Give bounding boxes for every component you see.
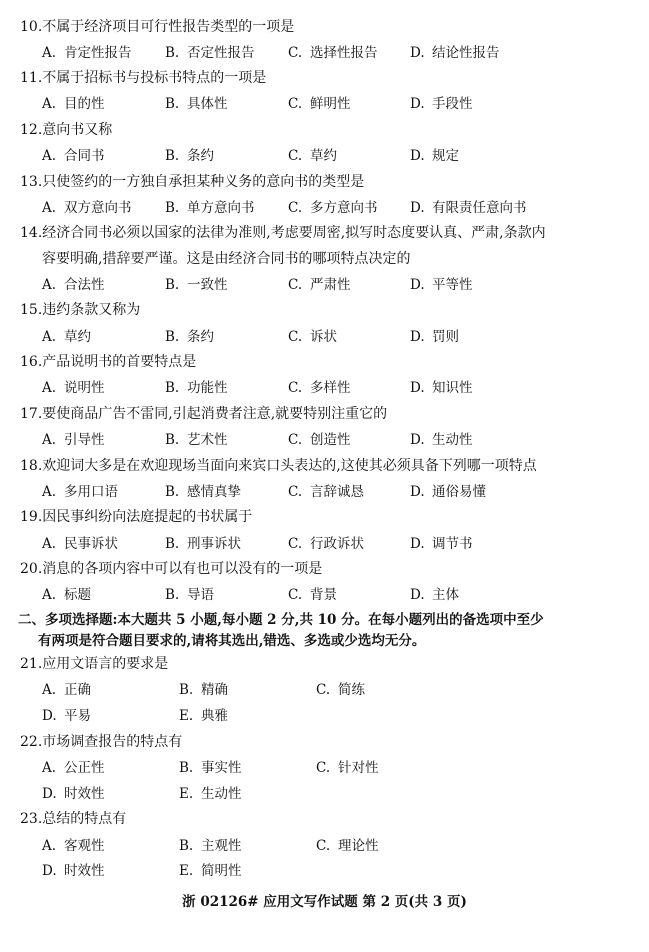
question-22-options-row1 (42, 759, 642, 777)
question-23 (20, 810, 630, 828)
question-number: 16. (20, 354, 43, 370)
question-text-line2: 容要明确,措辞要严谨。这是由经济合同书的哪项特点决定的 (42, 251, 411, 267)
option-a: A. 合法性 (42, 277, 105, 293)
option-c: C. 多样性 (288, 380, 351, 396)
section-heading-line1: 二、多项选择题:本大题共 5 小题,每小题 2 分,共 10 分。在每小题列出的备选项中至少 (18, 612, 544, 628)
option-a: A. 引导性 (42, 432, 105, 448)
question-19-options (42, 535, 642, 553)
option-e: E. 典雅 (179, 708, 228, 724)
question-23-options-row1 (42, 837, 642, 855)
question-number: 21. (20, 656, 43, 672)
question-23-options-row2 (42, 862, 642, 880)
option-c: C. 背景 (288, 587, 337, 603)
option-a: A. 民事诉状 (42, 536, 118, 552)
option-c: C. 言辞诚恳 (288, 484, 364, 500)
option-a: A. 合同书 (42, 148, 105, 164)
question-number: 20. (20, 561, 43, 577)
question-16-options (42, 379, 642, 397)
question-text: 违约条款又称为 (42, 302, 141, 318)
option-d: D. 平等性 (410, 277, 473, 293)
option-c: C. 草约 (288, 148, 337, 164)
question-number: 22. (20, 734, 43, 750)
question-11 (20, 69, 630, 87)
option-d: D. 生动性 (410, 432, 473, 448)
question-text: 意向书又称 (42, 122, 113, 138)
question-13 (20, 173, 630, 191)
question-text: 只使签约的一方独自承担某种义务的意向书的类型是 (42, 174, 365, 190)
option-b: B. 具体性 (165, 96, 228, 112)
option-c: C. 选择性报告 (288, 45, 378, 61)
option-d: D. 时效性 (42, 786, 105, 802)
question-12-options (42, 147, 642, 165)
question-11-options (42, 95, 642, 113)
option-c: C. 理论性 (316, 838, 379, 854)
question-text: 要使商品广告不雷同,引起消费者注意,就要特别注重它的 (42, 406, 388, 422)
option-d: D. 主体 (410, 587, 459, 603)
option-b: B. 一致性 (165, 277, 228, 293)
option-b: B. 精确 (179, 682, 228, 698)
option-b: B. 感情真挚 (165, 484, 241, 500)
question-15 (20, 301, 630, 319)
option-d: D. 平易 (42, 708, 91, 724)
option-d: D. 通俗易懂 (410, 484, 486, 500)
option-b: B. 功能性 (165, 380, 228, 396)
option-c: C. 严肃性 (288, 277, 351, 293)
option-d: D. 知识性 (410, 380, 473, 396)
option-c: C. 行政诉状 (288, 536, 364, 552)
option-b: B. 条约 (165, 329, 214, 345)
question-14 (20, 224, 630, 242)
question-21-options-row2 (42, 707, 642, 725)
option-b: B. 否定性报告 (165, 45, 255, 61)
option-c: C. 鲜明性 (288, 96, 351, 112)
option-c: C. 简练 (316, 682, 365, 698)
question-21-options-row1 (42, 681, 642, 699)
option-c: C. 诉状 (288, 329, 337, 345)
question-18-options (42, 483, 642, 501)
question-17 (20, 405, 630, 423)
question-number: 15. (20, 302, 43, 318)
question-number: 23. (20, 811, 43, 827)
question-number: 17. (20, 406, 43, 422)
question-text: 总结的特点有 (42, 811, 127, 827)
question-15-options (42, 328, 642, 346)
question-text: 不属于招标书与投标书特点的一项是 (42, 70, 267, 86)
section-heading-multiple-choice (18, 610, 633, 652)
question-text: 不属于经济项目可行性报告类型的一项是 (42, 19, 295, 35)
page-footer: 浙 02126# 应用文写作试题 第 2 页(共 3 页) (182, 894, 467, 910)
question-19 (20, 508, 630, 526)
question-number: 14. (20, 225, 43, 241)
option-a: A. 草约 (42, 329, 91, 345)
question-text: 产品说明书的首要特点是 (42, 354, 197, 370)
option-b: B. 条约 (165, 148, 214, 164)
question-number: 12. (20, 122, 43, 138)
option-a: A. 公正性 (42, 760, 105, 776)
option-d: D. 时效性 (42, 863, 105, 879)
option-e: E. 简明性 (179, 863, 242, 879)
question-number: 10. (20, 19, 43, 35)
option-b: B. 导语 (165, 587, 214, 603)
question-20-options (42, 586, 642, 604)
option-a: A. 客观性 (42, 838, 105, 854)
option-c: C. 创造性 (288, 432, 351, 448)
option-d: D. 罚则 (410, 329, 459, 345)
question-17-options (42, 431, 642, 449)
option-a: A. 肯定性报告 (42, 45, 132, 61)
question-10-options (42, 44, 642, 62)
option-c: C. 针对性 (316, 760, 379, 776)
option-a: A. 多用口语 (42, 484, 118, 500)
option-a: A. 说明性 (42, 380, 105, 396)
option-b: B. 事实性 (179, 760, 242, 776)
question-text: 经济合同书必须以国家的法律为准则,考虑要周密,拟写时态度要认真、严肃,条款内 (42, 225, 546, 241)
option-b: B. 刑事诉状 (165, 536, 241, 552)
option-c: C. 多方意向书 (288, 200, 378, 216)
section-heading-line2: 有两项是符合题目要求的,请将其选出,错选、多选或少选均无分。 (38, 633, 426, 649)
option-d: D. 有限责任意向书 (410, 200, 527, 216)
question-14-options (42, 276, 642, 294)
question-number: 13. (20, 174, 43, 190)
option-d: D. 调节书 (410, 536, 473, 552)
question-text: 欢迎词大多是在欢迎现场当面向来宾口头表达的,这使其必须具备下列哪一项特点 (42, 458, 537, 474)
question-number: 19. (20, 509, 43, 525)
option-a: A. 标题 (42, 587, 91, 603)
option-b: B. 单方意向书 (165, 200, 255, 216)
option-a: A. 正确 (42, 682, 91, 698)
option-d: D. 规定 (410, 148, 459, 164)
option-d: D. 手段性 (410, 96, 473, 112)
option-a: A. 双方意向书 (42, 200, 132, 216)
question-text: 市场调查报告的特点有 (42, 734, 183, 750)
question-text: 消息的各项内容中可以有也可以没有的一项是 (42, 561, 323, 577)
option-d: D. 结论性报告 (410, 45, 500, 61)
question-16 (20, 353, 630, 371)
question-22 (20, 733, 630, 751)
question-12 (20, 121, 630, 139)
question-18 (20, 457, 630, 475)
option-a: A. 目的性 (42, 96, 105, 112)
question-number: 18. (20, 458, 43, 474)
question-20 (20, 560, 630, 578)
question-21 (20, 655, 630, 673)
question-number: 11. (20, 70, 43, 86)
question-text: 应用文语言的要求是 (42, 656, 169, 672)
option-b: B. 艺术性 (165, 432, 228, 448)
question-13-options (42, 199, 642, 217)
question-14-continuation (42, 250, 649, 268)
question-10 (20, 18, 630, 36)
option-b: B. 主观性 (179, 838, 242, 854)
question-text: 因民事纠纷向法庭提起的书状属于 (42, 509, 253, 525)
question-22-options-row2 (42, 785, 642, 803)
option-e: E. 生动性 (179, 786, 242, 802)
